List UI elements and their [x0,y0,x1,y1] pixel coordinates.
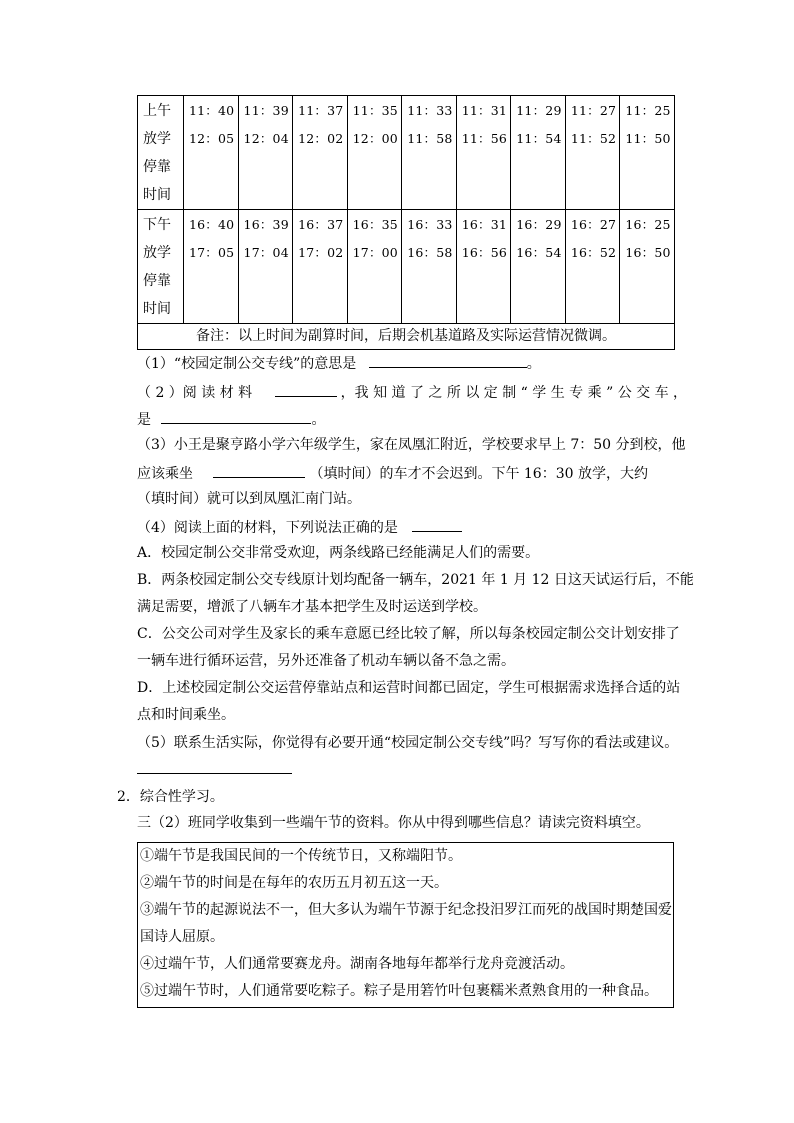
morning-time-cell [347,96,402,210]
question-3-line-2 [137,462,648,484]
answer-blank-q2-material[interactable] [275,381,337,397]
info-item-1: ①端午节是我国民间的一个传统节日，又称端阳节。 [140,848,462,864]
morning-time-cell [565,96,620,210]
morning-time-cell [511,96,566,210]
question-5-answer-row [137,758,292,780]
answer-blank-q4[interactable] [412,516,462,532]
question-4-text: （4）阅读上面的材料，下列说法正确的是 [137,520,398,536]
morning-time-cell [293,96,348,210]
answer-blank-q1[interactable] [369,352,527,368]
morning-time-cell [184,96,239,210]
time-value: 16：40 [189,217,235,232]
question-3-line-1: （3）小王是聚亨路小学六年级学生，家在凤凰汇附近，学校要求早上 7：50 分到校，他 [137,437,686,453]
question-2-text-b: ，我 知 道 了 之 所 以 定 制 “ 学 生 专 乘 ” 公 交 车 ， [340,385,688,401]
question-4 [137,516,462,538]
time-value: 11：35 [352,103,398,118]
time-value: 11：50 [625,131,671,146]
time-value: 17：04 [243,245,289,260]
question-2-end: 。 [311,412,326,428]
morning-label-cell [138,96,184,210]
info-item-4: ④过端午节，人们通常要赛龙舟。湖南各地每年都举行龙舟竞渡活动。 [140,956,574,972]
time-value: 11：40 [189,103,235,118]
time-value: 11：52 [570,131,617,146]
option-a: A．校园定制公交非常受欢迎，两条线路已经能满足人们的需要。 [137,545,540,561]
time-value: 16：56 [461,245,508,260]
question-2-line-2 [137,408,325,430]
morning-label-line: 停靠 [143,159,171,175]
time-value: 16：50 [625,245,671,260]
time-value: 11：25 [625,103,671,118]
info-item-5: ⑤过端午节时，人们通常要吃粽子。粽子是用箬竹叶包裹糯米煮熟食用的一种食品。 [140,983,658,999]
section-2-intro: 三（2）班同学收集到一些端午节的资料。你从中得到哪些信息？请读完资料填空。 [137,815,650,831]
schedule-note: 备注：以上时间为副算时间，后期会机基道路及实际运营情况微调。 [138,324,675,350]
time-value: 16：27 [570,217,617,232]
afternoon-time-cell [456,210,511,324]
afternoon-time-cell [402,210,457,324]
time-value: 16：54 [516,245,562,260]
afternoon-label-line: 时间 [143,301,171,317]
time-value: 11：58 [407,131,453,146]
afternoon-time-cell [293,210,348,324]
question-5: （5）联系生活实际，你觉得有必要开通“校园定制公交专线”吗？写写你的看法或建议。 [137,735,679,751]
question-3-text-b: 应该乘坐 [137,466,193,482]
time-value: 12：02 [298,131,344,146]
afternoon-row [138,210,675,324]
time-value: 11：56 [461,131,508,146]
afternoon-time-cell [511,210,566,324]
info-item-3-line-2: 国诗人屈原。 [140,929,224,945]
bus-schedule-table [137,95,675,350]
morning-time-cell [456,96,511,210]
option-c-line-2: 一辆车进行循环运营，另外还准备了机动车辆以备不急之需。 [137,653,515,669]
afternoon-time-cell [565,210,620,324]
morning-label-line: 上午 [143,103,171,119]
option-d-line-1: D．上述校园定制公交运营停靠站点和运营时间都已固定，学生可根据需求选择合适的站 [137,680,681,696]
afternoon-label-line: 放学 [143,245,171,261]
afternoon-time-cell [238,210,293,324]
question-1-text: （1）“校园定制公交专线”的意思是 [137,356,357,372]
question-1-end: 。 [526,356,541,372]
afternoon-time-cell [347,210,402,324]
afternoon-time-cell [620,210,675,324]
time-value: 16：31 [461,217,508,232]
time-value: 12：05 [189,131,235,146]
time-value: 12：00 [352,131,398,146]
time-value: 17：00 [352,245,398,260]
time-value: 17：05 [189,245,235,260]
morning-row [138,96,675,210]
time-value: 11：29 [516,103,562,118]
time-value: 16：25 [625,217,671,232]
afternoon-label-cell [138,210,184,324]
section-2-title: 2．综合性学习。 [117,789,224,805]
morning-time-cell [620,96,675,210]
time-value: 16：39 [243,217,289,232]
morning-label-line: 时间 [143,187,171,203]
option-c-line-1: C．公交公司对学生及家长的乘车意愿已经比较了解，所以每条校园定制公交计划安排了 [137,626,680,642]
option-b-line-1: B．两条校园定制公交专线原计划均配备一辆车，2021 年 1 月 12 日这天试运行后，不能 [137,572,694,588]
time-value: 16：52 [570,245,617,260]
time-value: 11：39 [243,103,289,118]
time-value: 16：58 [407,245,453,260]
time-value: 11：27 [570,103,617,118]
time-value: 17：02 [298,245,344,260]
time-value: 16：35 [352,217,398,232]
question-3-text-c: （填时间）的车才不会迟到。下午 16：30 放学，大约 [309,466,648,482]
info-item-2: ②端午节的时间是在每年的农历五月初五这一天。 [140,875,448,891]
time-value: 11：54 [516,131,562,146]
time-value: 11：31 [461,103,508,118]
time-value: 16：29 [516,217,562,232]
question-3-line-3: （填时间）就可以到凤凰汇南门站。 [137,491,361,507]
afternoon-label-line: 停靠 [143,273,171,289]
question-1 [137,352,541,374]
time-value: 11：37 [298,103,344,118]
time-value: 12：04 [243,131,289,146]
answer-blank-q3-morning[interactable] [213,462,305,478]
afternoon-label-line: 下午 [143,217,171,233]
question-2-text-a: （ 2 ）阅 读 材 料 [137,385,253,401]
answer-blank-q2-reason[interactable] [161,408,311,424]
afternoon-time-cell [184,210,239,324]
morning-time-cell [402,96,457,210]
answer-blank-q5[interactable] [137,758,292,774]
time-value: 16：33 [407,217,453,232]
morning-label-line: 放学 [143,131,171,147]
time-value: 11：33 [407,103,453,118]
info-item-3-line-1: ③端午节的起源说法不一，但大多认为端午节源于纪念投汨罗江而死的战国时期楚国爱 [140,902,672,918]
time-value: 16：37 [298,217,344,232]
option-b-line-2: 满足需要，增派了八辆车才基本把学生及时运送到学校。 [137,599,487,615]
question-2-text-c: 是 [137,412,151,428]
morning-time-cell [238,96,293,210]
question-2-line-1 [137,381,687,403]
option-d-line-2: 点和时间乘坐。 [137,707,235,723]
